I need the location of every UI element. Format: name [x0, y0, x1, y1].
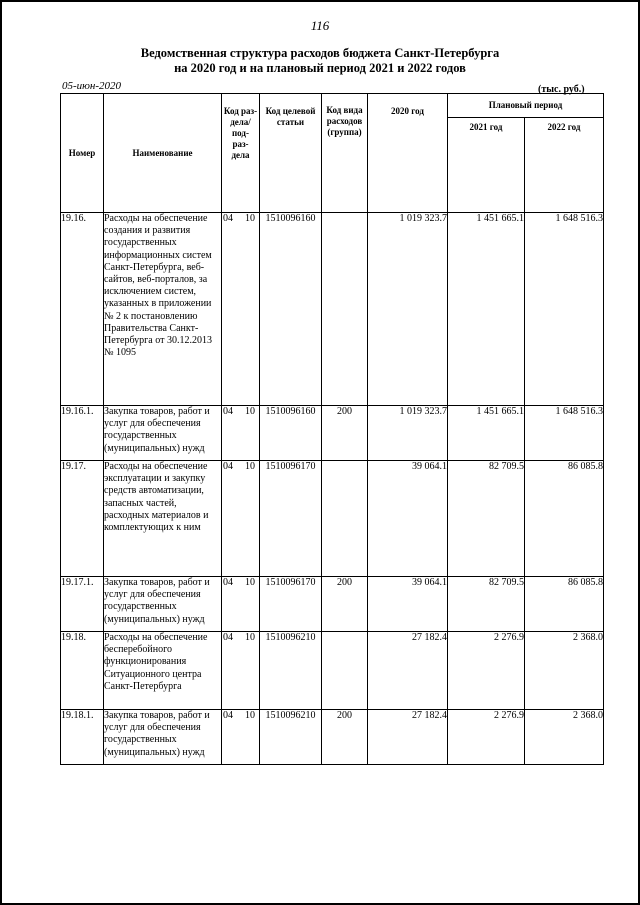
header-planned-period: Плановый период — [448, 94, 604, 118]
table-row — [61, 710, 604, 765]
row-section-code: 04 10 — [222, 213, 260, 406]
row-target-code: 1510096170 — [260, 577, 322, 632]
row-value-2022: 1 648 516.3 — [525, 406, 604, 461]
row-number: 19.16. — [61, 213, 104, 406]
row-section-code: 04 10 — [222, 577, 260, 632]
row-number: 19.17.1. — [61, 577, 104, 632]
row-number: 19.17. — [61, 461, 104, 577]
scan-border-top — [0, 0, 640, 2]
row-value-2022: 1 648 516.3 — [525, 213, 604, 406]
row-value-2022: 86 085.8 — [525, 577, 604, 632]
row-value-2022: 2 368.0 — [525, 710, 604, 765]
budget-table — [60, 93, 604, 765]
row-value-2021: 82 709.5 — [448, 461, 525, 577]
page-number: 116 — [310, 18, 330, 33]
row-expense-type: 200 — [322, 406, 368, 461]
row-expense-type: 200 — [322, 577, 368, 632]
row-expense-type — [322, 213, 368, 406]
row-name: Закупка товаров, работ и услуг для обеспечения государственных (муниципальных) нужд — [104, 577, 222, 632]
header-section-code: Код раз- дела/ под- раз- дела — [222, 94, 260, 213]
row-value-2020: 27 182.4 — [368, 632, 448, 710]
table-row — [61, 577, 604, 632]
document-title — [0, 46, 640, 76]
header-name: Наименование — [104, 94, 222, 213]
row-value-2021: 82 709.5 — [448, 577, 525, 632]
table-row — [61, 406, 604, 461]
row-value-2020: 39 064.1 — [368, 577, 448, 632]
row-target-code: 1510096210 — [260, 632, 322, 710]
document-date: 05-июн-2020 — [62, 80, 122, 92]
table-row — [61, 632, 604, 710]
row-value-2021: 2 276.9 — [448, 632, 525, 710]
scan-border-left — [0, 0, 2, 905]
header-2021: 2021 год — [448, 118, 525, 213]
row-number: 19.16.1. — [61, 406, 104, 461]
table-row — [61, 213, 604, 406]
header-2020: 2020 год — [368, 94, 448, 213]
row-section-code: 04 10 — [222, 461, 260, 577]
row-target-code: 1510096160 — [260, 406, 322, 461]
row-target-code: 1510096210 — [260, 710, 322, 765]
row-target-code: 1510096160 — [260, 213, 322, 406]
row-value-2022: 2 368.0 — [525, 632, 604, 710]
row-value-2020: 1 019 323.7 — [368, 406, 448, 461]
table-header-row — [61, 94, 604, 118]
row-section-code: 04 10 — [222, 632, 260, 710]
header-number: Номер — [61, 94, 104, 213]
row-value-2022: 86 085.8 — [525, 461, 604, 577]
row-value-2020: 1 019 323.7 — [368, 213, 448, 406]
row-section-code: 04 10 — [222, 406, 260, 461]
subtitle-line: на 2020 год и на плановый период 2021 и 2022 годов — [174, 61, 466, 75]
row-number: 19.18.1. — [61, 710, 104, 765]
row-value-2021: 1 451 665.1 — [448, 213, 525, 406]
row-value-2020: 27 182.4 — [368, 710, 448, 765]
row-section-code: 04 10 — [222, 710, 260, 765]
title-line: Ведомственная структура расходов бюджета Санкт-Петербурга — [140, 46, 500, 60]
header-2022: 2022 год — [525, 118, 604, 213]
row-number: 19.18. — [61, 632, 104, 710]
units-label: (тыс. руб.) — [538, 84, 585, 95]
header-expense-type: Код вида расходов (группа) — [322, 94, 368, 213]
row-name: Расходы на обеспечение создания и развития государственных информационных систем Санкт-Петербурга, веб-сайтов, веб-порталов, за исключением систем, указанных в приложении № 2 к постановлению Правительства Санкт-Петербурга от 30.12.2013 № 1095 — [104, 213, 222, 406]
row-value-2020: 39 064.1 — [368, 461, 448, 577]
row-expense-type — [322, 461, 368, 577]
row-expense-type — [322, 632, 368, 710]
header-target-code: Код целевой статьи — [260, 94, 322, 213]
table-row — [61, 461, 604, 577]
row-value-2021: 2 276.9 — [448, 710, 525, 765]
row-target-code: 1510096170 — [260, 461, 322, 577]
row-name: Расходы на обеспечение бесперебойного функционирования Ситуационного центра Санкт-Петербурга — [104, 632, 222, 710]
row-expense-type: 200 — [322, 710, 368, 765]
row-value-2021: 1 451 665.1 — [448, 406, 525, 461]
row-name: Расходы на обеспечение эксплуатации и закупку средств автоматизации, запасных частей, расходных материалов и комплектующих к ним — [104, 461, 222, 577]
row-name: Закупка товаров, работ и услуг для обеспечения государственных (муниципальных) нужд — [104, 406, 222, 461]
row-name: Закупка товаров, работ и услуг для обеспечения государственных (муниципальных) нужд — [104, 710, 222, 765]
